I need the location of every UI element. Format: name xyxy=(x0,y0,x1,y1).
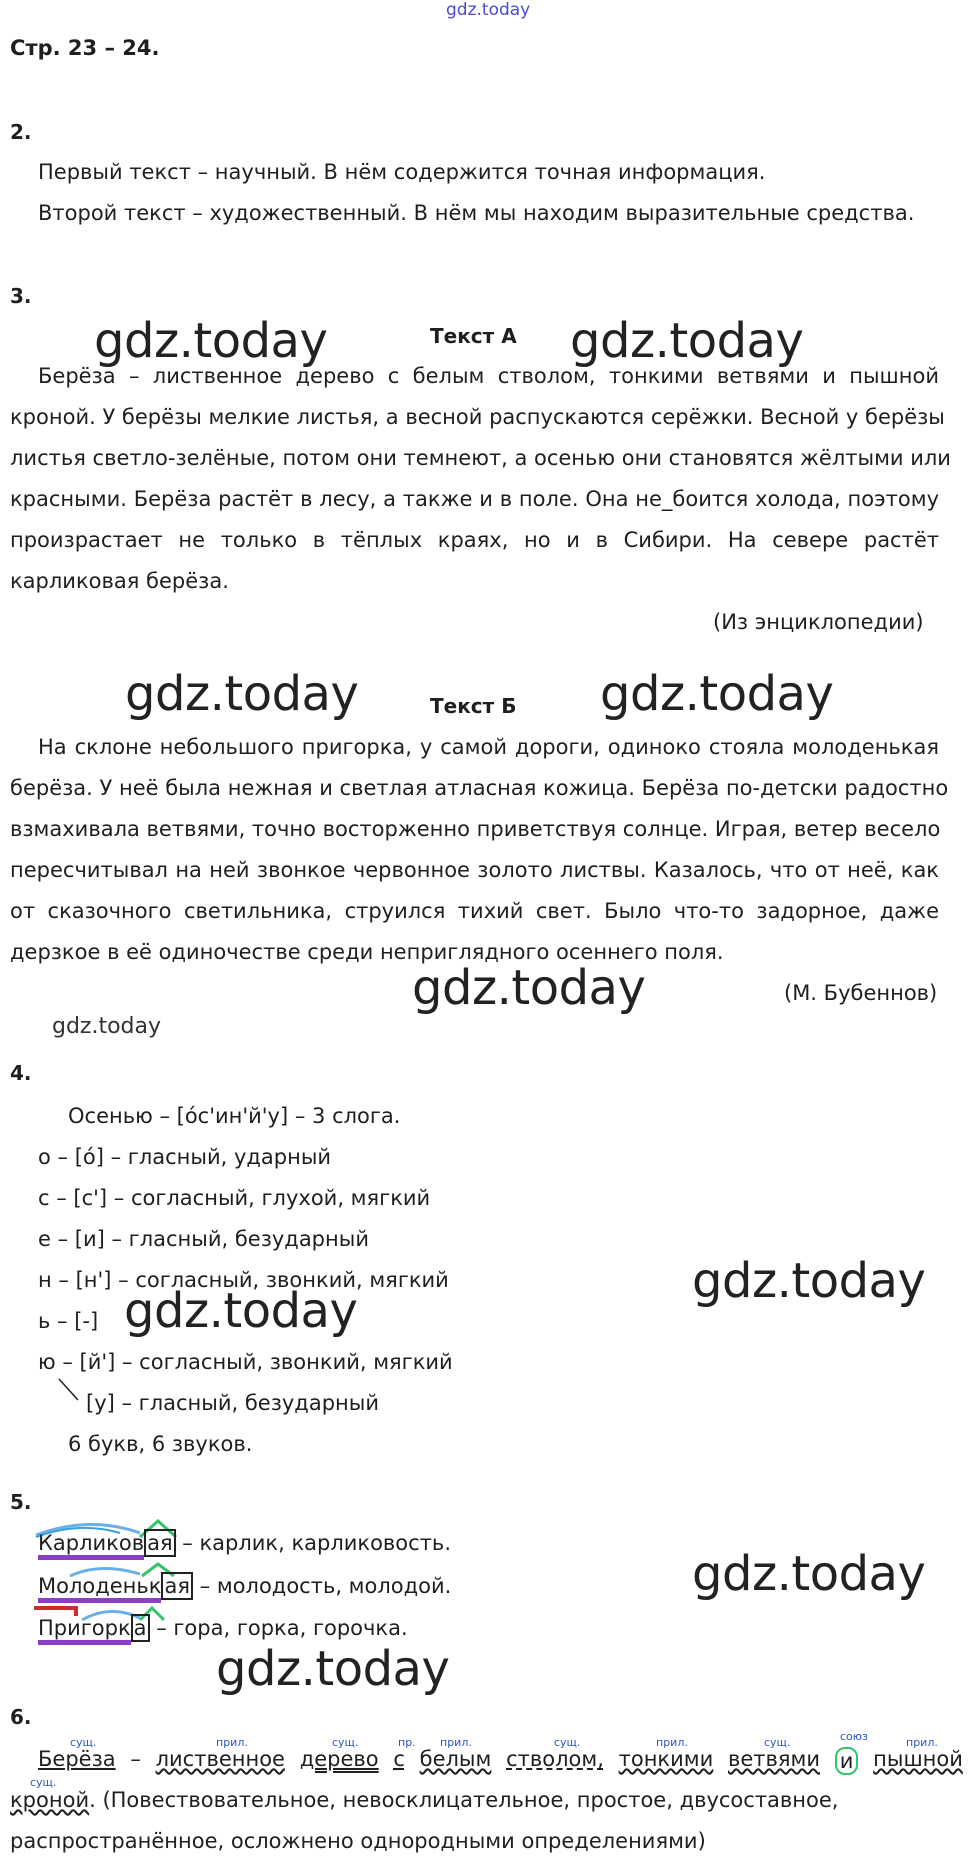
task-4-row-4: н – [н'] – согласный, звонкий, мягкий xyxy=(38,1268,449,1292)
attribute-word: ветвями xyxy=(728,1747,821,1771)
task-6-sentence-line-3: распространённое, осложнено однородными определениями) xyxy=(10,1829,706,1853)
related-words: – гора, горка, горочка. xyxy=(149,1616,408,1640)
watermark: gdz.today xyxy=(600,666,834,722)
pos-label: сущ. xyxy=(70,1736,97,1749)
text-b-line-2: берёза. У неё была нежная и светлая атласная кожица. Берёза по-детски радостно xyxy=(10,776,949,800)
watermark: gdz.today xyxy=(94,313,328,369)
task-4-row-5: ь – [-] xyxy=(38,1309,99,1333)
task-4-row-2: с – [с'] – согласный, глухой, мягкий xyxy=(38,1186,431,1210)
text-a-title: Текст А xyxy=(430,324,517,348)
task-3-number: 3. xyxy=(10,284,32,308)
pos-label: сущ. xyxy=(554,1736,581,1749)
watermark-small: gdz.today xyxy=(52,1014,162,1039)
related-words: – карлик, карликовость. xyxy=(175,1531,451,1555)
text-a-line-2: кроной. У берёзы мелкие листья, а весной распускаются серёжки. Весной у берёзы xyxy=(10,405,945,429)
text-b-line-3: взмахивала ветвями, точно восторженно приветствуя солнце. Играя, ветер весело xyxy=(10,817,941,841)
pos-label: сущ. xyxy=(332,1736,359,1749)
word-ending: а xyxy=(131,1614,150,1642)
task-4-row-1: о – [ó] – гласный, ударный xyxy=(38,1145,332,1169)
text-a-line-6: карликовая берёза. xyxy=(10,569,229,593)
word-stem: Пригорк xyxy=(38,1616,131,1645)
attribute-word: кроной xyxy=(10,1788,90,1812)
pos-label: сущ. xyxy=(30,1776,57,1789)
text-b-line-5: от сказочного светильника, струился тихий свет. Было что-то задорное, даже xyxy=(10,899,939,923)
page-range-heading: Стр. 23 – 24. xyxy=(10,36,160,60)
pos-label: сущ. xyxy=(764,1736,791,1749)
task-2-line-1: Первый текст – научный. В нём содержится точная информация. xyxy=(38,160,766,184)
text-b-source: (М. Бубеннов) xyxy=(784,981,938,1005)
task-4-row-3: е – [и] – гласный, безударный xyxy=(38,1227,369,1251)
text-b-line-4: пересчитывал на ней звонкое червонное золото листвы. Казалось, что от неё, как xyxy=(10,858,939,882)
pos-label: прил. xyxy=(440,1736,472,1749)
task-5-row-1 xyxy=(38,1531,451,1555)
conjunction-word: и xyxy=(835,1747,859,1775)
text-a-line-4: красными. Берёза растёт в лесу, а также и в поле. Она не_боится холода, поэтому xyxy=(10,487,939,511)
watermark: gdz.today xyxy=(570,313,804,369)
task-5-row-2 xyxy=(38,1574,451,1598)
pos-label: прил. xyxy=(216,1736,248,1749)
watermark: gdz.today xyxy=(692,1253,926,1309)
text-a-source: (Из энциклопедии) xyxy=(713,610,924,634)
pos-label: союз xyxy=(840,1730,868,1743)
branch-line xyxy=(56,1376,86,1404)
attribute-word: лиственное xyxy=(155,1747,285,1771)
pos-label: прил. xyxy=(906,1736,938,1749)
task-4-title: Осенью – [óс'ин'й'у] – 3 слога. xyxy=(68,1104,401,1128)
sentence-characteristics: . (Повествовательное, невосклицательное, простое, двусоставное, xyxy=(89,1788,839,1812)
watermark-top: gdz.today xyxy=(446,0,531,20)
text-a-line-5: произрастает не только в тёплых краях, но и в Сибири. На севере растёт xyxy=(10,528,939,552)
task-5-row-3 xyxy=(38,1616,408,1640)
word-ending: ая xyxy=(161,1572,193,1600)
watermark: gdz.today xyxy=(216,1641,450,1697)
task-4-row-6: ю – [й'] – согласный, звонкий, мягкий xyxy=(38,1350,453,1374)
text-a-line-3: листья светло-зелёные, потом они темнеют, а осенью они становятся жёлтыми или xyxy=(10,446,951,470)
attribute-word: тонкими xyxy=(618,1747,714,1771)
pos-label: прил. xyxy=(656,1736,688,1749)
text-b-title: Текст Б xyxy=(430,694,517,718)
task-4-number: 4. xyxy=(10,1061,32,1085)
word-ending: ая xyxy=(144,1529,176,1557)
task-2-line-2: Второй текст – художественный. В нём мы находим выразительные средства. xyxy=(38,201,915,225)
task-4-summary: 6 букв, 6 звуков. xyxy=(68,1432,253,1456)
attribute-word: белым xyxy=(419,1747,492,1771)
dash: – xyxy=(130,1747,141,1771)
task-4-row-7: [у] – гласный, безударный xyxy=(86,1391,379,1415)
task-6-number: 6. xyxy=(10,1705,32,1729)
preposition-word: с xyxy=(393,1747,405,1771)
predicate-word: дерево xyxy=(299,1747,379,1771)
task-6-sentence-line-1 xyxy=(38,1747,963,1775)
text-a-line-1: Берёза – лиственное дерево с белым стволом, тонкими ветвями и пышной xyxy=(38,364,939,388)
watermark: gdz.today xyxy=(124,1283,358,1339)
watermark: gdz.today xyxy=(692,1546,926,1602)
text-b-line-1: На склоне небольшого пригорка, у самой дороги, одиноко стояла молоденькая xyxy=(38,735,939,759)
watermark: gdz.today xyxy=(412,960,646,1016)
text-b-line-6: дерзкое в её одиночестве среди неприглядного осеннего поля. xyxy=(10,940,724,964)
object-word: стволом, xyxy=(506,1747,604,1771)
word-stem: Карликов xyxy=(38,1531,144,1560)
watermark: gdz.today xyxy=(125,666,359,722)
task-2-number: 2. xyxy=(10,120,32,144)
word-stem: Молоденьк xyxy=(38,1574,161,1603)
related-words: – молодость, молодой. xyxy=(192,1574,452,1598)
task-5-number: 5. xyxy=(10,1490,32,1514)
attribute-word: пышной xyxy=(873,1747,963,1771)
pos-label: пр. xyxy=(398,1736,416,1749)
subject-word: Берёза xyxy=(38,1747,116,1771)
task-6-sentence-line-2 xyxy=(10,1788,939,1812)
